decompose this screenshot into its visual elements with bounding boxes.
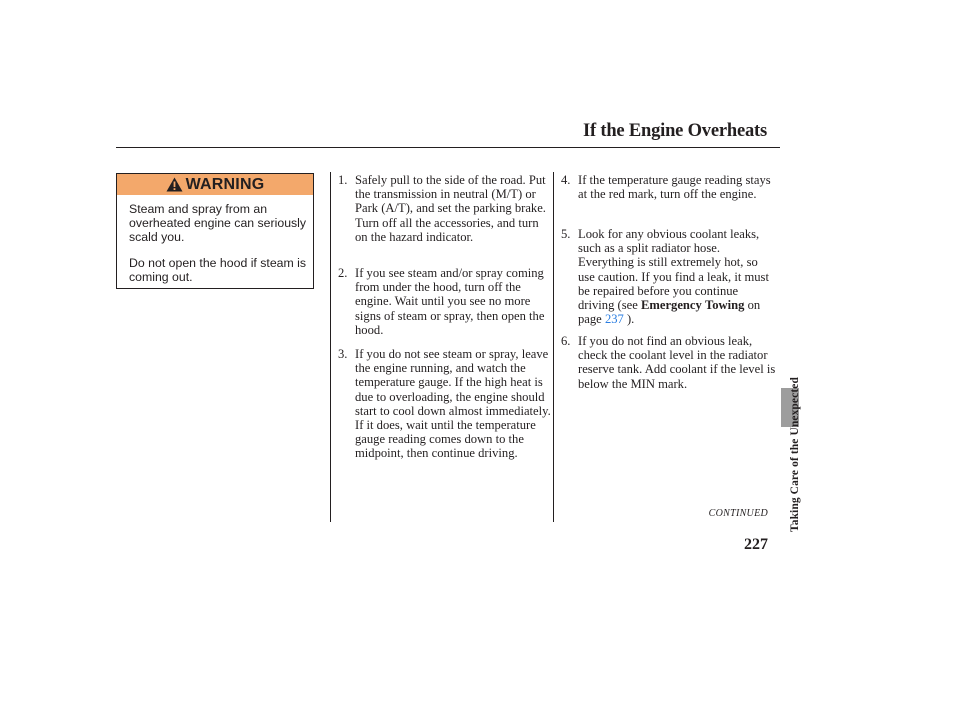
warning-text-1: Steam and spray from an overheated engine can seriously scald you. [129, 202, 307, 245]
step-number: 1. [338, 173, 348, 187]
step-number: 6. [561, 334, 571, 348]
step-3 [338, 347, 553, 461]
cross-ref-title-1: Emergency [640, 298, 702, 313]
step-text: Safely pull to the side of the road. Put the transmission in neutral (M/T) or Park (A/T), and set the parking brake. Turn off all the accessories, and turn on the hazard indicator. [355, 173, 546, 244]
cross-ref-title-2: Towing [704, 298, 745, 313]
step-text: If you do not find an obvious leak, check the coolant level in the radiator reserve tank. Add coolant if the level is below the MIN mark. [578, 334, 776, 391]
continued-label: CONTINUED [708, 508, 768, 519]
section-tab-label: Taking Care of the Unexpected [789, 377, 801, 532]
warning-text-2: Do not open the hood if steam is coming out. [129, 256, 307, 285]
column-divider-right [553, 172, 554, 522]
warning-label: WARNING [185, 175, 265, 193]
page-link-237[interactable]: 237 [604, 312, 624, 327]
step-1 [338, 173, 553, 244]
step-text [578, 227, 776, 326]
step-text: If you see steam and/or spray coming from under the hood, turn off the engine. Wait until you see no more signs of steam or spray, then open the hood. [355, 266, 545, 337]
step-text: If you do not see steam or spray, leave the engine running, and watch the temperature gauge. If the high heat is due to overloading, the engine should start to cool down almost immediately. If it does, wait until the temperature gauge reading comes down to the midpoint, then continue driving. [355, 347, 551, 461]
warning-box [116, 173, 314, 289]
page-title: If the Engine Overheats [583, 121, 767, 141]
step-number: 4. [561, 173, 571, 187]
step-number: 2. [338, 266, 348, 280]
step-number: 3. [338, 347, 348, 361]
step-5 [561, 227, 776, 326]
step-4 [561, 173, 776, 201]
title-rule [116, 147, 780, 148]
column-divider-left [330, 172, 331, 522]
step-number: 5. [561, 227, 571, 241]
step-2 [338, 266, 553, 337]
cross-ref-end: ). [626, 312, 635, 327]
step-text: If the temperature gauge reading stays at the red mark, turn off the engine. [578, 173, 771, 202]
step-6 [561, 334, 776, 391]
warning-triangle-icon [166, 177, 183, 192]
warning-header [117, 174, 313, 195]
step-5-body: Look for any obvious coolant leaks, such as a split radiator hose. Everything is still extremely hot, so use caution. If you find a leak, it must be repaired before you continue driving (see [578, 227, 769, 313]
page-number: 227 [744, 536, 768, 553]
cross-ref-on-page: on page [578, 298, 761, 327]
